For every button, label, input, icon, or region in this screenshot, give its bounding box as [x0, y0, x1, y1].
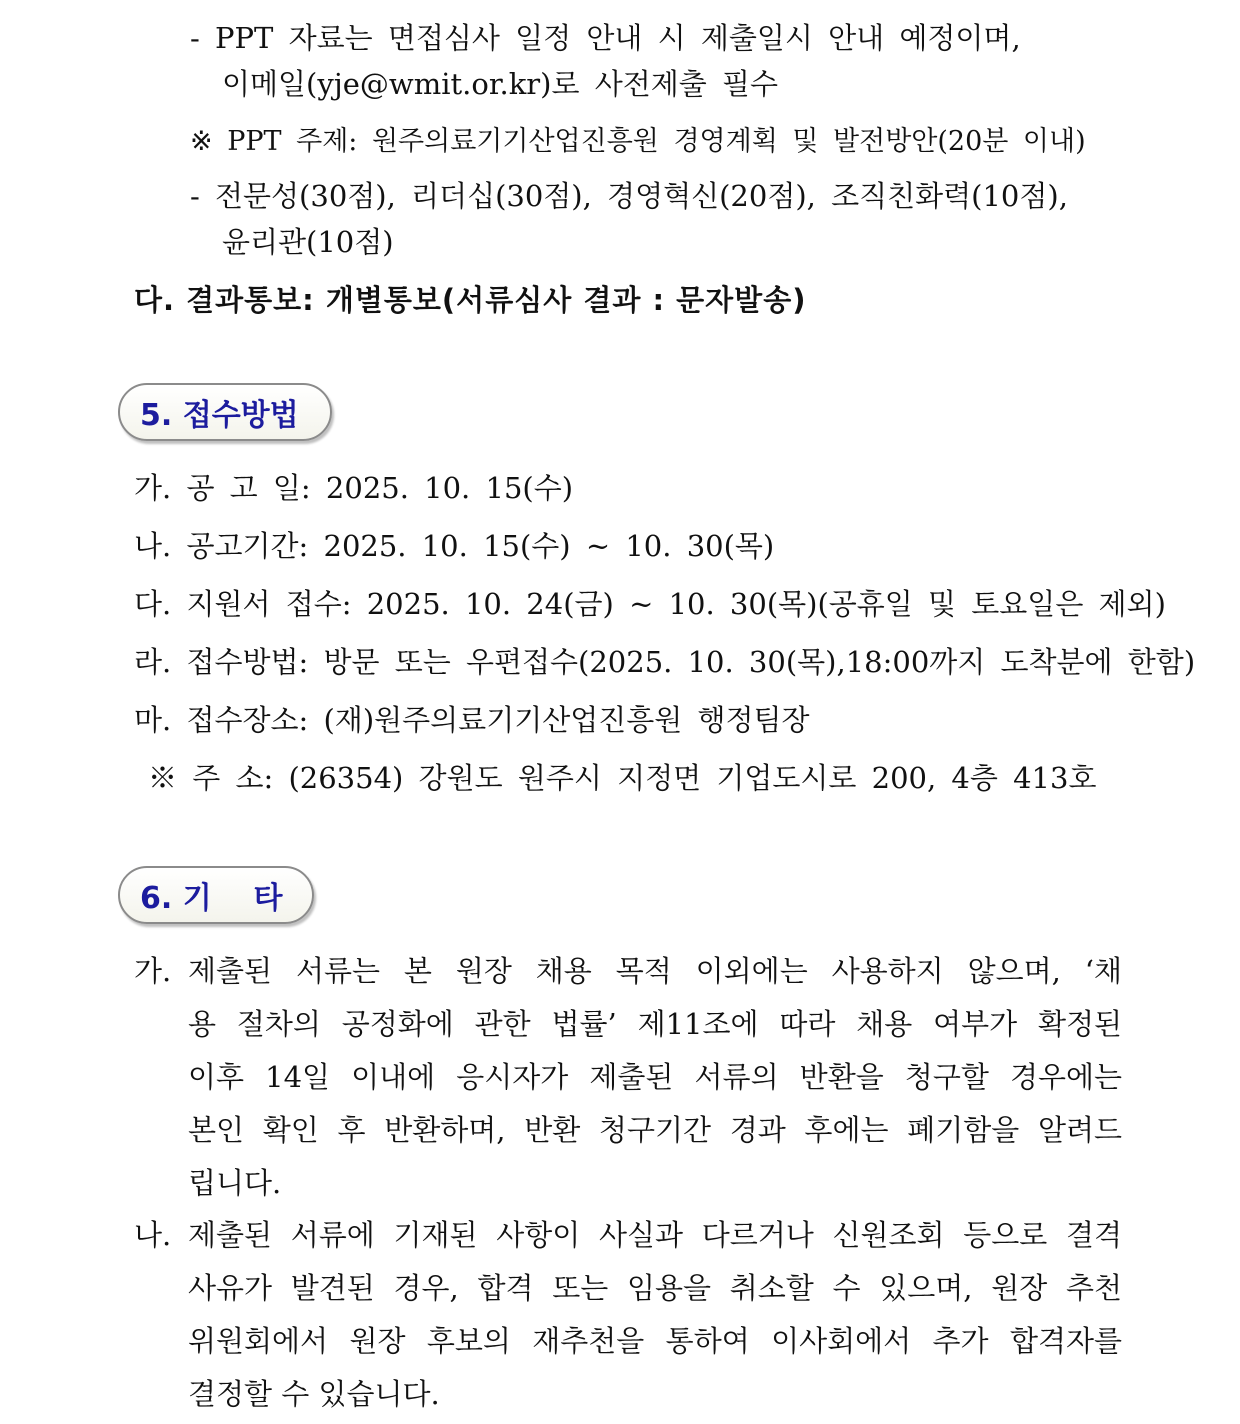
item-na-marker: 나.: [134, 1218, 172, 1252]
item-na-line: 위원회에서 원장 후보의 재추천을 통하여 이사회에서 추가 합격자를: [188, 1324, 1122, 1358]
item-na-line: 결정할 수 있습니다.: [188, 1377, 440, 1411]
item-ga-marker: 가.: [134, 954, 172, 988]
item-na-line: 사유가 발견된 경우, 합격 또는 임용을 취소할 수 있으며, 원장 추천: [188, 1271, 1122, 1305]
item-ga-line: 이후 14일 이내에 응시자가 제출된 서류의 반환을 청구할 경우에는: [188, 1060, 1122, 1094]
item-na-line: 제출된 서류에 기재된 사항이 사실과 다르거나 신원조회 등으로 결격: [188, 1218, 1122, 1252]
announcement-date: 가. 공 고 일: 2025. 10. 15(수): [134, 471, 574, 505]
evaluation-criteria-line1: - 전문성(30점), 리더십(30점), 경영혁신(20점), 조직친화력(10점),: [190, 179, 1068, 213]
item-ga-line: 용 절차의 공정화에 관한 법률’ 제11조에 따라 채용 여부가 확정된: [188, 1007, 1122, 1041]
result-notice: 다. 결과통보: 개별통보(서류심사 결과 : 문자발송): [134, 283, 807, 317]
application-location: 마. 접수장소: (재)원주의료기기산업진흥원 행정팀장: [134, 703, 810, 737]
ppt-submission-note-line1: - PPT 자료는 면접심사 일정 안내 시 제출일시 안내 예정이며,: [190, 21, 1021, 55]
application-method: 라. 접수방법: 방문 또는 우편접수(2025. 10. 30(목),18:00까지 도착분에 한함): [134, 645, 1196, 679]
application-period: 다. 지원서 접수: 2025. 10. 24(금) ~ 10. 30(목)(공휴일 및 토요일은 제외): [134, 587, 1166, 621]
item-ga-line: 립니다.: [188, 1166, 282, 1200]
ppt-submission-note-line2: 이메일(yje@wmit.or.kr)로 사전제출 필수: [222, 67, 779, 101]
address-note: ※ 주 소: (26354) 강원도 원주시 지정면 기업도시로 200, 4층 413호: [148, 761, 1097, 795]
evaluation-criteria-line2: 윤리관(10점): [222, 225, 394, 259]
item-ga-line: 제출된 서류는 본 원장 채용 목적 이외에는 사용하지 않으며, ‘채: [188, 954, 1122, 988]
item-ga-line: 본인 확인 후 반환하며, 반환 청구기간 경과 후에는 폐기함을 알려드: [188, 1113, 1122, 1147]
ppt-topic-note: ※ PPT 주제: 원주의료기기산업진흥원 경영계획 및 발전방안(20분 이내): [190, 126, 1086, 157]
section6-heading: 6. 기 타: [118, 866, 314, 924]
announcement-period: 나. 공고기간: 2025. 10. 15(수) ~ 10. 30(목): [134, 529, 775, 563]
section5-heading: 5. 접수방법: [118, 383, 332, 441]
